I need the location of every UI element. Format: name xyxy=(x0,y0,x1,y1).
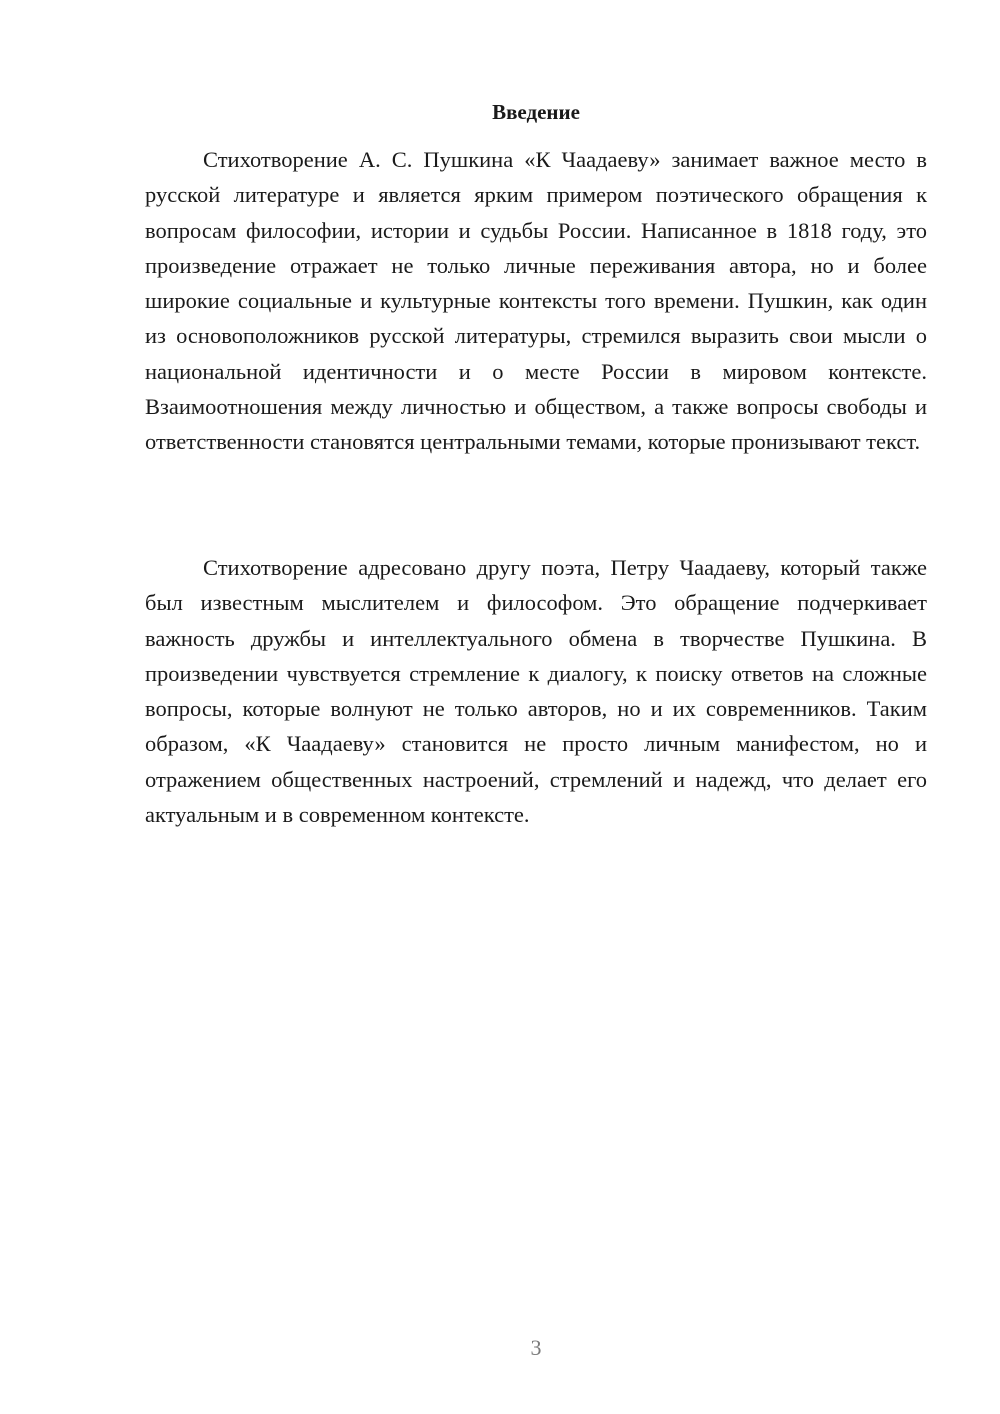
paragraph-2: Стихотворение адресовано другу поэта, Петру Чаадаеву, который также был известным мыслителем и философом. Это обращение подчеркивает важность дружбы и интеллектуального обмена в творчестве Пушкина. В произведении чувствуется стремление к диалогу, к поиску ответов на сложные вопросы, которые волнуют не только авторов, но и их современников. Таким образом, «К Чаадаеву» становится не просто личным манифестом, но и отражением общественных настроений, стремлений и надежд, что делает его актуальным и в современном контексте. xyxy=(145,555,927,828)
paragraph-1: Стихотворение А. С. Пушкина «К Чаадаеву» занимает важное место в русской литературе и является ярким примером поэтического обращения к вопросам философии, истории и судьбы России. Написанное в 1818 году, это произведение отражает не только личные переживания автора, но и более широкие социальные и культурные контексты того времени. Пушкин, как один из основоположников русской литературы, стремился выразить свои мысли о национальной идентичности и о месте России в мировом контексте. Взаимоотношения между личностью и обществом, а также вопросы свободы и ответственности становятся центральными темами, которые пронизывают текст. xyxy=(145,147,927,455)
page-number: 3 xyxy=(530,1335,542,1360)
section-heading: Введение xyxy=(492,100,580,124)
